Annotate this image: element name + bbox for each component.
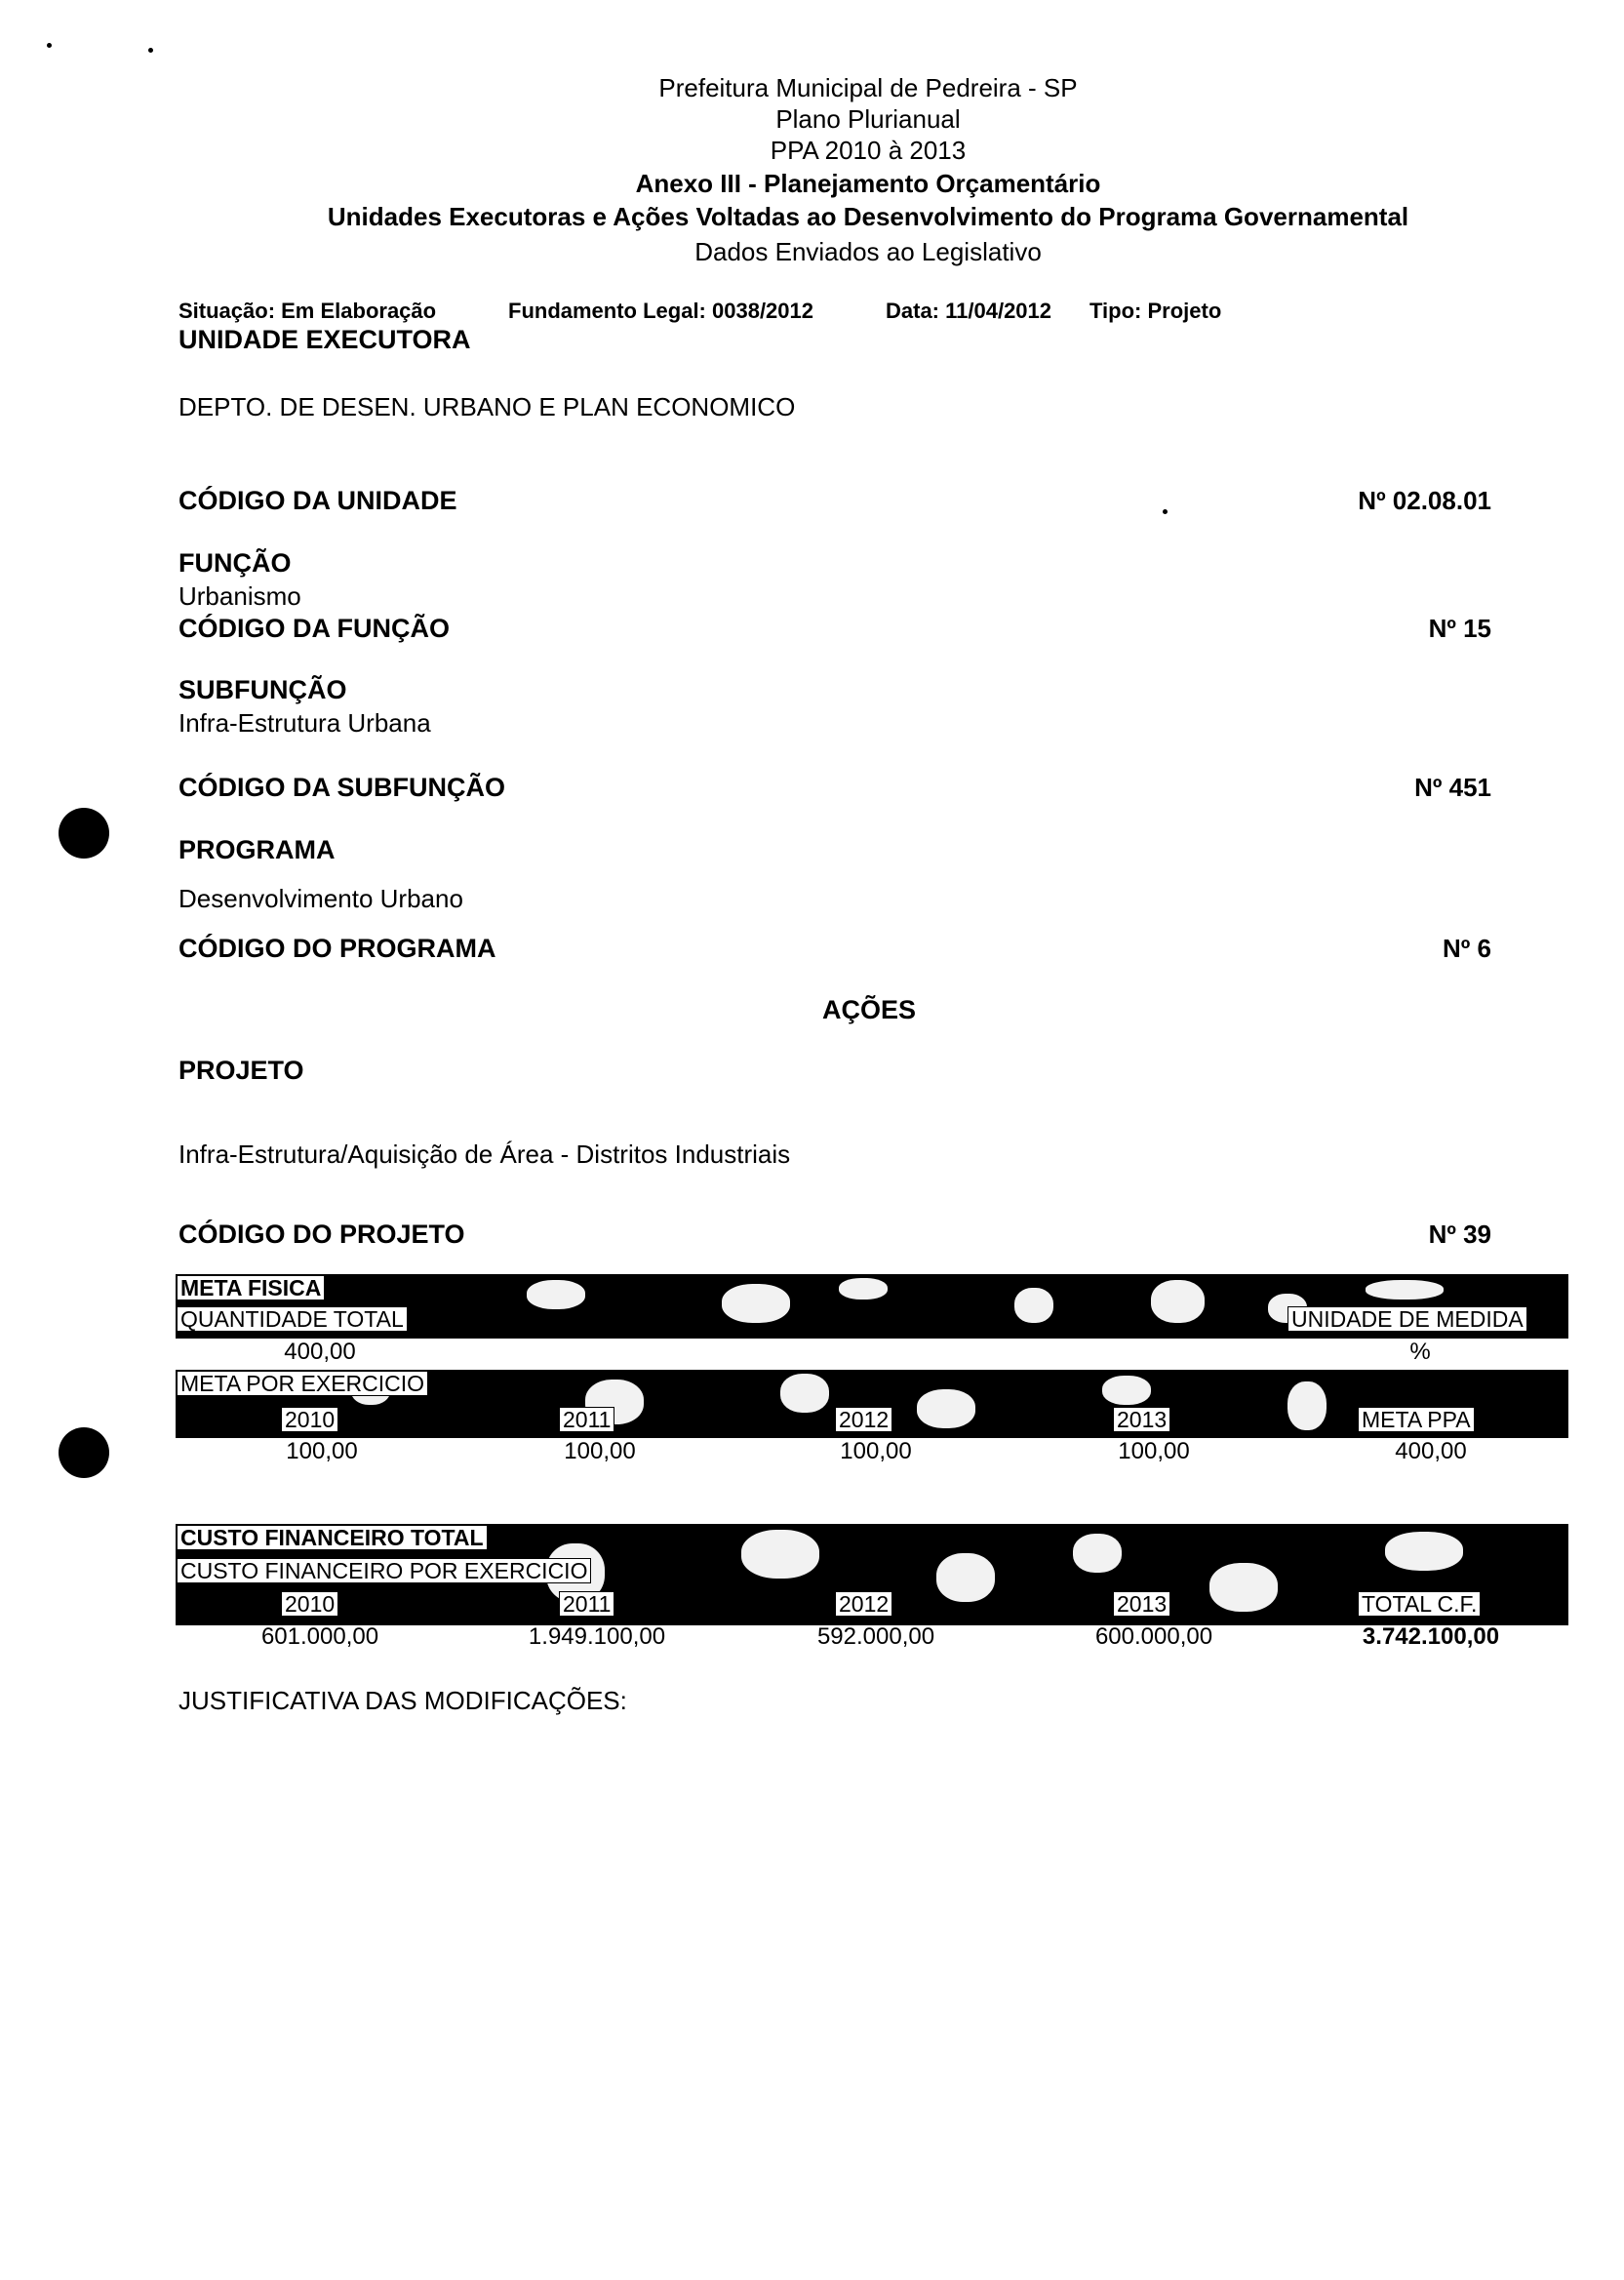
codigo-projeto-value: Nº 39 [1428,1220,1491,1249]
funcao-label: FUNÇÃO [178,548,292,578]
meta-year-2012: 2012 [835,1407,892,1432]
quantidade-total-label: QUANTIDADE TOTAL [177,1306,408,1332]
justificativa-label: JUSTIFICATIVA DAS MODIFICAÇÕES: [178,1686,627,1715]
codigo-unidade-label: CÓDIGO DA UNIDADE [178,486,457,515]
custo-por-exercicio-label: CUSTO FINANCEIRO POR EXERCICIO [177,1558,591,1583]
meta-ppa-value: 400,00 [1395,1438,1467,1464]
custo-value-2011: 1.949.100,00 [528,1623,666,1650]
projeto-value: Infra-Estrutura/Aquisição de Área - Distritos Industriais [178,1140,791,1169]
custo-year-2013: 2013 [1113,1591,1170,1617]
meta-year-2011: 2011 [559,1407,614,1432]
header-line-plan: Plano Plurianual [775,104,961,134]
codigo-subfuncao-label: CÓDIGO DA SUBFUNÇÃO [178,773,505,802]
header-line-municipality: Prefeitura Municipal de Pedreira - SP [658,73,1078,102]
custo-value-2012: 592.000,00 [816,1623,935,1650]
punch-hole-lower [59,1427,109,1478]
meta-value-2012: 100,00 [840,1438,912,1464]
meta-year-2010: 2010 [281,1407,338,1432]
subfuncao-value: Infra-Estrutura Urbana [178,708,431,738]
tipo-text: Tipo: Projeto [1089,299,1222,323]
meta-por-exercicio-label: META POR EXERCICIO [177,1371,428,1396]
data-text: Data: 11/04/2012 [886,299,1052,323]
unidade-executora-label: UNIDADE EXECUTORA [178,325,471,354]
custo-year-2012: 2012 [835,1591,892,1617]
custo-year-2010: 2010 [281,1591,338,1617]
meta-fisica-title: META FISICA [177,1275,325,1300]
unidade-medida-label: UNIDADE DE MEDIDA [1287,1306,1527,1332]
custo-value-2010: 601.000,00 [260,1623,379,1650]
punch-hole-upper [59,808,109,859]
header-line-annex: Anexo III - Planejamento Orçamentário [635,169,1101,198]
header-line-units: Unidades Executoras e Ações Voltadas ao Desenvolvimento do Programa Governamental [327,202,1409,231]
funcao-value: Urbanismo [178,581,301,611]
acoes-title: AÇÕES [822,995,917,1024]
meta-year-2013: 2013 [1113,1407,1170,1432]
meta-value-2013: 100,00 [1118,1438,1190,1464]
meta-ppa-label: META PPA [1358,1407,1475,1432]
codigo-unidade-value: Nº 02.08.01 [1358,486,1491,515]
programa-value: Desenvolvimento Urbano [178,884,463,913]
meta-value-2011: 100,00 [564,1438,636,1464]
header-line-period: PPA 2010 à 2013 [770,136,967,165]
unidade-executora-value: DEPTO. DE DESEN. URBANO E PLAN ECONOMICO [178,392,796,421]
codigo-funcao-label: CÓDIGO DA FUNÇÃO [178,614,450,643]
total-cf-value: 3.742.100,00 [1362,1623,1500,1650]
situacao-text: Situação: Em Elaboração [178,299,437,323]
meta-value-2010: 100,00 [286,1438,358,1464]
codigo-programa-label: CÓDIGO DO PROGRAMA [178,934,496,963]
custo-year-2011: 2011 [559,1591,614,1617]
fundamento-text: Fundamento Legal: 0038/2012 [508,299,813,323]
codigo-funcao-value: Nº 15 [1428,614,1491,643]
programa-label: PROGRAMA [178,835,336,864]
codigo-programa-value: Nº 6 [1443,934,1491,963]
subfuncao-label: SUBFUNÇÃO [178,675,347,704]
total-cf-label: TOTAL C.F. [1358,1591,1481,1617]
custo-total-title: CUSTO FINANCEIRO TOTAL [177,1525,488,1550]
quantidade-total-value: 400,00 [284,1339,356,1365]
codigo-projeto-label: CÓDIGO DO PROJETO [178,1220,465,1249]
unidade-medida-value: % [1409,1339,1431,1365]
scan-speck [47,43,52,48]
header-line-sent: Dados Enviados ao Legislativo [694,237,1042,266]
custo-value-2013: 600.000,00 [1094,1623,1213,1650]
scan-speck [148,48,153,53]
scan-speck [1163,509,1168,514]
codigo-subfuncao-value: Nº 451 [1414,773,1491,802]
projeto-label: PROJETO [178,1056,304,1085]
